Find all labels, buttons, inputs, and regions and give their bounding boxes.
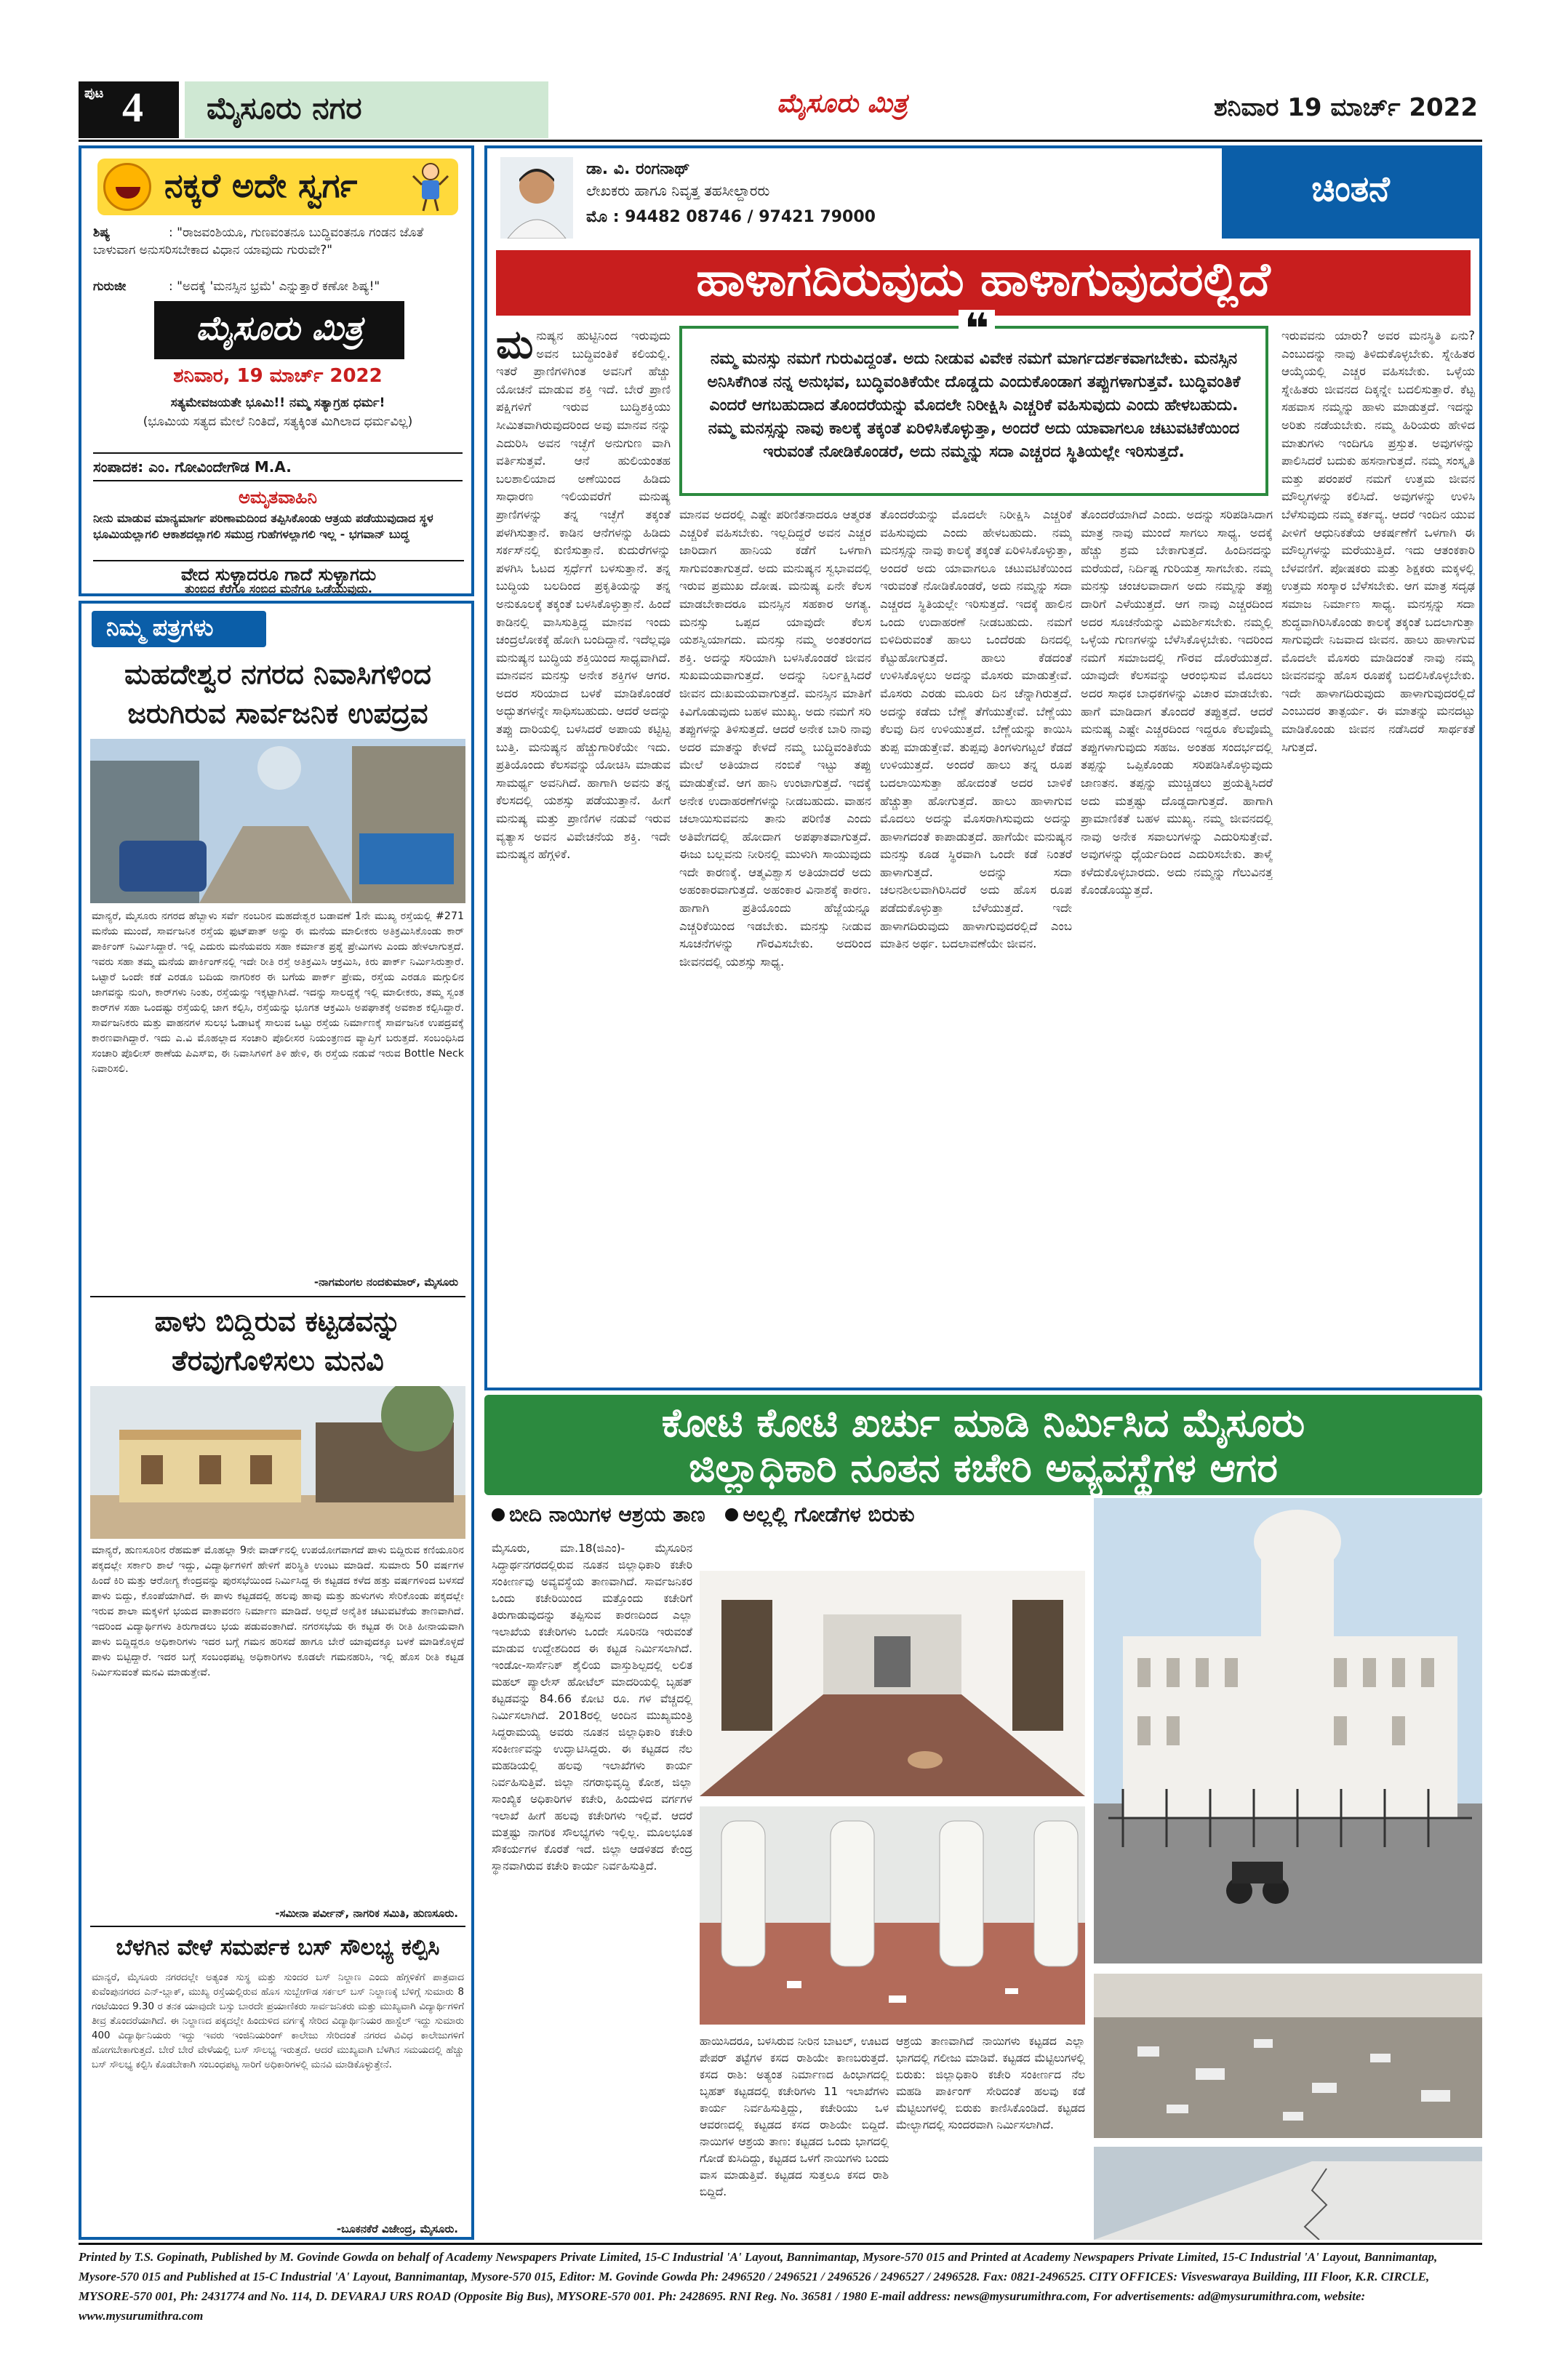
littered-verandah-photo: [700, 1806, 1085, 2025]
drop-cap: ಮ: [496, 327, 534, 367]
joke-line-guru: [93, 278, 464, 295]
page-number: 4: [122, 84, 143, 131]
article-column-4: ತೊಂದರೆಯಾಗಿದೆ ಎಂದು. ಅದನ್ನು ಸರಿಪಡಿಸಿದಾಗ ಮಾತ್ರ ನಾವು ಮುಂದೆ ಸಾಗಲು ಸಾಧ್ಯ. ಅದಕ್ಕೆ ಹೆಚ್ಚು ಶ್ರಮ ಬೇಕಾಗುತ್ತದೆ. ಹಿಂದಿನದನ್ನು ಮರೆಯದೆ, ನಿರ್ದಿಷ್ಟ ಗುರಿಯತ್ತ ಸಾಗಬೇಕು. ನಮ್ಮ ಮನಸ್ಸು ಚಂಚಲವಾದಾಗ ಅದು ನಮ್ಮನ್ನು ತಪ್ಪು ದಾರಿಗೆ ಎಳೆಯುತ್ತದೆ. ಆಗ ನಾವು ಎಚ್ಚರದಿಂದ ಅದರ ಸೂಚನೆಯನ್ನು ವಿಮರ್ಶಿಸಬೇಕು. ನಮ್ಮಲ್ಲಿ ಒಳ್ಳೆಯ ಗುಣಗಳನ್ನು ಬೆಳೆಸಿಕೊಳ್ಳಬೇಕು. ಇದರಿಂದ ನಮಗೆ ಸಮಾಜದಲ್ಲಿ ಗೌರವ ದೊರೆಯುತ್ತದೆ. ಯಾವುದೇ ಕೆಲಸವನ್ನು ಆರಂಭಿಸುವ ಮೊದಲು ಅದರ ಸಾಧಕ ಬಾಧಕಗಳನ್ನು ವಿಚಾರ ಮಾಡಬೇಕು. ಹಾಗೆ ಮಾಡಿದಾಗ ತೊಂದರೆ ತಪ್ಪುತ್ತದೆ. ಆದರೆ ಮನುಷ್ಯ ಎಷ್ಟೇ ಎಚ್ಚರದಿಂದ ಇದ್ದರೂ ಕೆಲವೊಮ್ಮೆ ತಪ್ಪುಗಳಾಗುವುದು ಸಹಜ. ಅಂತಹ ಸಂದರ್ಭದಲ್ಲಿ ತಪ್ಪನ್ನು ಒಪ್ಪಿಕೊಂಡು ಸರಿಪಡಿಸಿಕೊಳ್ಳುವುದು ಜಾಣತನ. ತಪ್ಪನ್ನು ಮುಚ್ಚಿಡಲು ಪ್ರಯತ್ನಿಸಿದರೆ ಅದು ಮತ್ತಷ್ಟು ದೊಡ್ಡದಾಗುತ್ತದೆ. ಹಾಗಾಗಿ ಪ್ರಾಮಾಣಿಕತೆ ಬಹಳ ಮುಖ್ಯ. ನಮ್ಮ ಜೀವನದಲ್ಲಿ ನಾವು ಅನೇಕ ಸವಾಲುಗಳನ್ನು ಎದುರಿಸುತ್ತೇವೆ. ಅವುಗಳನ್ನು ಧೈರ್ಯದಿಂದ ಎದುರಿಸಬೇಕು. ತಾಳ್ಮೆ ಕಳೆದುಕೊಳ್ಳಬಾರದು. ಅದು ನಮ್ಮನ್ನು ಗೆಲುವಿನತ್ತ ಕೊಂಡೊಯ್ಯುತ್ತದೆ.: [1081, 508, 1273, 897]
newspaper-logo: ಮೈಸೂರು ಮಿತ್ರ: [777, 89, 908, 119]
article-column-2: ಮಾನವ ಅದರಲ್ಲಿ ಎಷ್ಟೇ ಪರಿಣಿತನಾದರೂ ಆತ್ಮರತ ಎಚ್ಚರಿಕೆ ವಹಿಸಬೇಕು. ಇಲ್ಲದಿದ್ದರೆ ಅವನ ಎಚ್ಚರ ಜಾರಿದಾಗ ಹಾನಿಯ ಕಡೆಗೆ ಒಳಗಾಗಿ ಸಾಗುವಂತಾಗುತ್ತದೆ. ಅದು ಮನುಷ್ಯನ ಸ್ವಭಾವದಲ್ಲಿ ಇರುವ ಪ್ರಮುಖ ದೋಷ. ಮನುಷ್ಯ ಏನೇ ಕೆಲಸ ಮಾಡಬೇಕಾದರೂ ಮನಸ್ಸಿನ ಸಹಕಾರ ಅಗತ್ಯ. ಮನಸ್ಸು ಒಪ್ಪದ ಯಾವುದೇ ಕೆಲಸ ಯಶಸ್ವಿಯಾಗದು. ಮನಸ್ಸು ನಮ್ಮ ಅಂತರಂಗದ ಶಕ್ತಿ. ಅದನ್ನು ಸರಿಯಾಗಿ ಬಳಸಿಕೊಂಡರೆ ಜೀವನ ಸುಖಮಯವಾಗುತ್ತದೆ. ಅದನ್ನು ನಿರ್ಲಕ್ಷಿಸಿದರೆ ಜೀವನ ದುಃಖಮಯವಾಗುತ್ತದೆ. ಮನಸ್ಸಿನ ಮಾತಿಗೆ ಕಿವಿಗೊಡುವುದು ಬಹಳ ಮುಖ್ಯ. ಅದು ನಮಗೆ ಸರಿ ತಪ್ಪುಗಳನ್ನು ತಿಳಿಸುತ್ತದೆ. ಆದರೆ ಅನೇಕ ಬಾರಿ ನಾವು ಅದರ ಮಾತನ್ನು ಕೇಳದೆ ನಮ್ಮ ಬುದ್ಧಿವಂತಿಕೆಯ ಮೇಲೆ ಅತಿಯಾದ ನಂಬಿಕೆ ಇಟ್ಟು ತಪ್ಪು ಮಾಡುತ್ತೇವೆ. ಆಗ ಹಾನಿ ಉಂಟಾಗುತ್ತದೆ. ಇದಕ್ಕೆ ಅನೇಕ ಉದಾಹರಣೆಗಳನ್ನು ನೀಡಬಹುದು. ವಾಹನ ಚಲಾಯಿಸುವವನು ತಾನು ಪರಿಣಿತ ಎಂದು ಅತಿವೇಗದಲ್ಲಿ ಹೋದಾಗ ಅಪಘಾತವಾಗುತ್ತದೆ. ಈಜು ಬಲ್ಲವನು ನೀರಿನಲ್ಲಿ ಮುಳುಗಿ ಸಾಯುವುದು ಇದೇ ಕಾರಣಕ್ಕೆ. ಆತ್ಮವಿಶ್ವಾಸ ಅತಿಯಾದರೆ ಅದು ಅಹಂಕಾರವಾಗುತ್ತದೆ. ಅಹಂಕಾರ ವಿನಾಶಕ್ಕೆ ಕಾರಣ. ಹಾಗಾಗಿ ಪ್ರತಿಯೊಂದು ಹೆಜ್ಜೆಯನ್ನೂ ಎಚ್ಚರಿಕೆಯಿಂದ ಇಡಬೇಕು. ಮನಸ್ಸು ನೀಡುವ ಸೂಚನೆಗಳನ್ನು ಗೌರವಿಸಬೇಕು. ಅದರಿಂದ ಜೀವನದಲ್ಲಿ ಯಶಸ್ಸು ಸಾಧ್ಯ.: [679, 508, 871, 969]
article-column-3: ತೊಂದರೆಯನ್ನು ಮೊದಲೇ ನಿರೀಕ್ಷಿಸಿ ಎಚ್ಚರಿಕೆ ವಹಿಸುವುದು ಎಂದು ಹೇಳಬಹುದು. ನಮ್ಮ ಮನಸ್ಸನ್ನು ನಾವು ಕಾಲಕ್ಕೆ ತಕ್ಕಂತೆ ಏರಿಳಿಸಿಕೊಳ್ಳುತ್ತಾ, ಅಂದರೆ ಅದು ಯಾವಾಗಲೂ ಚಟುವಟಿಕೆಯಿಂದ ಇರುವಂತೆ ನೋಡಿಕೊಂಡರೆ, ಅದು ನಮ್ಮನ್ನು ಸದಾ ಎಚ್ಚರದ ಸ್ಥಿತಿಯಲ್ಲೇ ಇರಿಸುತ್ತದೆ. ಇದಕ್ಕೆ ಹಾಲಿನ ಒಂದು ಉದಾಹರಣೆ ನೀಡಬಹುದು. ನಮಗೆ ಬಿಳಿದಿರುವಂತೆ ಹಾಲು ಒಂದೆರಡು ದಿನದಲ್ಲಿ ಕೆಟ್ಟುಹೋಗುತ್ತದೆ. ಹಾಲು ಕೆಡದಂತೆ ಉಳಿಸಿಕೊಳ್ಳಲು ಅದನ್ನು ಮೊಸರು ಮಾಡುತ್ತೇವೆ. ಮೊಸರು ಎರಡು ಮೂರು ದಿನ ಚೆನ್ನಾಗಿರುತ್ತದೆ. ಅದನ್ನು ಕಡೆದು ಬೆಣ್ಣೆ ತೆಗೆಯುತ್ತೇವೆ. ಬೆಣ್ಣೆಯು ಕೆಲವು ದಿನ ಉಳಿಯುತ್ತದೆ. ಬೆಣ್ಣೆಯನ್ನು ಕಾಯಿಸಿ ತುಪ್ಪ ಮಾಡುತ್ತೇವೆ. ತುಪ್ಪವು ತಿಂಗಳುಗಟ್ಟಲೆ ಕೆಡದೆ ಉಳಿಯುತ್ತದೆ. ಅಂದರೆ ಹಾಲು ತನ್ನ ರೂಪ ಬದಲಾಯಿಸುತ್ತಾ ಹೋದಂತೆ ಅದರ ಬಾಳಿಕೆ ಹೆಚ್ಚುತ್ತಾ ಹೋಗುತ್ತದೆ. ಹಾಲು ಹಾಳಾಗುವ ಮೊದಲು ಅದನ್ನು ಮೊಸರಾಗಿಸುವುದು ಅದನ್ನು ಹಾಳಾಗದಂತೆ ಕಾಪಾಡುತ್ತದೆ. ಹಾಗೆಯೇ ಮನುಷ್ಯನ ಮನಸ್ಸು ಕೂಡ ಸ್ಥಿರವಾಗಿ ಒಂದೇ ಕಡೆ ನಿಂತರೆ ಹಾಳಾಗುತ್ತದೆ. ಅದನ್ನು ಸದಾ ಚಲನಶೀಲವಾಗಿರಿಸಿದರೆ ಅದು ಹೊಸ ರೂಪ ಪಡೆದುಕೊಳ್ಳುತ್ತಾ ಬೆಳೆಯುತ್ತದೆ. ಇದೇ ಹಾಳಾಗದಿರುವುದು ಹಾಳಾಗುವುದರಲ್ಲಿದೆ ಎಂಬ ಮಾತಿನ ಅರ್ಥ. ಬದಲಾವಣೆಯೇ ಜೀವನ.: [880, 508, 1072, 951]
proverb-text: ತುಂಬಿದ ಕೆರೆಗೂ ಸಂಬಿದ ಮನೆಗೂ ಒಡೆಯುವುದು.: [185, 582, 372, 596]
letter-body: ಮಾನ್ಯರೆ, ಮೈಸೂರು ನಗರದ ಹೆಬ್ಬಾಳು ಸರ್ವೆ ನಂಬರಿನ ಮಹದೇಶ್ವರ ಬಡಾವಣೆ 1ನೇ ಮುಖ್ಯ ರಸ್ತೆಯಲ್ಲಿ #271 ಮನೆಯ ಮುಂದೆ, ಸಾರ್ವಜನಿಕ ರಸ್ತೆಯ ಫುಟ್‌ಪಾತ್ ಅನ್ನು ಈ ಮನೆಯ ಮಾಲೀಕರು ಅತಿಕ್ರಮಿಸಿಕೊಂಡು ಕಾರ್ ಪಾರ್ಕಿಂಗ್ ನಿರ್ಮಿಸಿದ್ದಾರೆ. ಇಲ್ಲಿ ಎದುರು ಮನೆಯವರು ಸಹಾ ಕರ್ಮಾತ ಪ್ರಶ್ನೆ ಪ್ರೇಮಿಗಳು ಎಂದು ಹೇಳಲಾಗುತ್ತದೆ. ಇವರು ಸಹಾ ತಮ್ಮ ಮನೆಯ ಪಾರ್ಕಿಂಗ್‌ನಲ್ಲಿ ಇದೇ ರೀತಿ ರಸ್ತೆ ಅತಿಕ್ರಮಿಸಿ ಆಕ್ರಮಿಸಿ, ಕಿರು ಪಾರ್ಕ್ ನಿರ್ಮಿಸಿರುತ್ತಾರೆ. ಒಟ್ಟಾರೆ ಒಂದೇ ಕಡೆ ಎರಡೂ ಬದಿಯ ನಾಗರಿಕರ ಈ ಬಗೆಯ ಪಾರ್ಕ್ ಪ್ರೇಮ, ರಸ್ತೆಯ ಎರಡೂ ಮಗ್ಗುಲಿನ ಜಾಗವನ್ನು ನುಂಗಿ, ಕಾರ್‌ಗಳು ನಿಂತು, ರಸ್ತೆಯನ್ನು ಇಕ್ಕಟ್ಟಾಗಿಸಿದೆ. ಇದನ್ನು ಸಾಲದ್ದಕ್ಕೆ ಇಲ್ಲಿ ಮಾಲೀಕರು, ತಮ್ಮ ಸ್ವಂತ ಕಾರ್‌ಗಳ ಸಹಾ ಒಂದಷ್ಟು ರಸ್ತೆಯಲ್ಲಿ ಜಾಗ ಕಲ್ಪಿಸಿ, ರಸ್ತೆಯನ್ನು ಭೂಗತ ಆಕ್ರಮಿಸಿ ಅಪಘಾತಕ್ಕೆ ಅವಕಾಶ ಕಲ್ಪಿಸಿದ್ದಾರೆ. ಸಾರ್ವಜನಿಕರು ಮತ್ತು ವಾಹನಗಳ ಸುಲಭ ಓಡಾಟಕ್ಕೆ ಸಾಲುವ ಒಟ್ಟು ರಸ್ತೆಯ ನಿರ್ಮಾಣಕ್ಕೆ ಸಾರ್ವಜನಿಕ ಉಪದ್ರವಕ್ಕೆ ಕಾರಣವಾಗಿದ್ದಾರೆ. ಇದು ಎ.ವಿ ಮೊಹಲ್ಲಾದ ಸಂಚಾರಿ ಪೊಲೀಸರ ನಿಯಂತ್ರಣದ ವ್ಯಾಪ್ತಿಗೆ ಬರುತ್ತದೆ. ಸಂಬಂಧಿಸಿದ ಸಂಚಾರಿ ಪೊಲೀಸ್ ಠಾಣೆಯ ಪಿಎಸ್ಐ, ಈ ನಿವಾಸಿಗಳಿಗೆ ತಿಳಿ ಹೇಳಿ, ಈ ರಸ್ತೆಯ ನಡುವೆ ಇರುವ Bottle Neck ನಿವಾರಿಸಲಿ.: [92, 910, 464, 1075]
cartoon-figure-icon: [410, 161, 451, 212]
article-column-5: ಇರುವವನು ಯಾರು? ಅವರ ಮನಸ್ಥಿತಿ ಏನು? ಎಂಬುದನ್ನು ನಾವು ತಿಳಿದುಕೊಳ್ಳಬೇಕು. ಸ್ನೇಹಿತರ ಆಯ್ಕೆಯಲ್ಲಿ ಎಚ್ಚರ ವಹಿಸಬೇಕು. ಒಳ್ಳೆಯ ಸ್ನೇಹಿತರು ಜೀವನದ ದಿಕ್ಕನ್ನೇ ಬದಲಿಸುತ್ತಾರೆ. ಕೆಟ್ಟ ಸಹವಾಸ ನಮ್ಮನ್ನು ಹಾಳು ಮಾಡುತ್ತದೆ. ಇದನ್ನು ಅರಿತು ನಡೆಯಬೇಕು. ನಮ್ಮ ಹಿರಿಯರು ಹೇಳಿದ ಮಾತುಗಳು ಇಂದಿಗೂ ಪ್ರಸ್ತುತ. ಅವುಗಳನ್ನು ಪಾಲಿಸಿದರೆ ಬದುಕು ಹಸನಾಗುತ್ತದೆ. ನಮ್ಮ ಸಂಸ್ಕೃತಿ ಮತ್ತು ಪರಂಪರೆ ನಮಗೆ ಉತ್ತಮ ಜೀವನ ಮೌಲ್ಯಗಳನ್ನು ಕಲಿಸಿದೆ. ಅವುಗಳನ್ನು ಉಳಿಸಿ ಬೆಳೆಸುವುದು ನಮ್ಮ ಕರ್ತವ್ಯ. ಆದರೆ ಇಂದಿನ ಯುವ ಪೀಳಿಗೆ ಆಧುನಿಕತೆಯ ಆಕರ್ಷಣೆಗೆ ಒಳಗಾಗಿ ಈ ಮೌಲ್ಯಗಳನ್ನು ಮರೆಯುತ್ತಿದೆ. ಇದು ಆತಂಕಕಾರಿ ಬೆಳವಣಿಗೆ. ಪೋಷಕರು ಮತ್ತು ಶಿಕ್ಷಕರು ಮಕ್ಕಳಲ್ಲಿ ಉತ್ತಮ ಸಂಸ್ಕಾರ ಬೆಳೆಸಬೇಕು. ಆಗ ಮಾತ್ರ ಸದೃಢ ಸಮಾಜ ನಿರ್ಮಾಣ ಸಾಧ್ಯ. ಮನಸ್ಸನ್ನು ಸದಾ ಶುದ್ಧವಾಗಿರಿಸಿಕೊಂಡು ಕಾಲಕ್ಕೆ ತಕ್ಕಂತೆ ಬದಲಾಗುತ್ತಾ ಸಾಗುವುದೇ ನಿಜವಾದ ಜೀವನ. ಹಾಲು ಹಾಳಾಗುವ ಮೊದಲೇ ಮೊಸರು ಮಾಡಿದಂತೆ ನಾವು ನಮ್ಮ ಜೀವನವನ್ನು ಹೊಸ ರೂಪಕ್ಕೆ ಬದಲಿಸಿಕೊಳ್ಳಬೇಕು. ಇದೇ ಹಾಳಾಗದಿರುವುದು ಹಾಳಾಗುವುದರಲ್ಲಿದೆ ಎಂಬುದರ ತಾತ್ಪರ್ಯ. ಈ ಮಾತನ್ನು ಮನದಟ್ಟು ಮಾಡಿಕೊಂಡು ಜೀವನ ನಡೆಸಿದರೆ ಸಾರ್ಥಕತೆ ಸಿಗುತ್ತದೆ.: [1281, 329, 1475, 754]
letter-signature: -ಸಮೀನಾ ಪರ್ವೀನ್, ನಾಗರಿಕ ಸಮಿತಿ, ಹುಣಸೂರು.: [275, 1907, 458, 1920]
bullet-icon: [725, 1508, 738, 1521]
feature-column-3: ಆಶ್ರಯ ತಾಣವಾಗಿದೆ ನಾಯಿಗಳು ಕಟ್ಟಡದ ಎಲ್ಲಾ ಭಾಗದಲ್ಲಿ ಗಲೀಜು ಮಾಡಿವೆ. ಕಟ್ಟಡದ ಮೆಟ್ಟಿಲುಗಳಲ್ಲಿ ಬಿರುಕು: ಜಿಲ್ಲಾಧಿಕಾರಿ ಕಚೇರಿ ಸಂಕೀರ್ಣದ ನೆಲ ಮಹಡಿ ಪಾರ್ಕಿಂಗ್ ಸೇರಿದಂತೆ ಹಲವು ಕಡೆ ಮೆಟ್ಟಿಲುಗಳಲ್ಲಿ ಬಿರುಕು ಕಾಣಿಸಿಕೊಂಡಿದೆ. ಕಟ್ಟಡದ ಮೇಲ್ಭಾಗದಲ್ಲಿ ಸುಂದರವಾಗಿ ನಿರ್ಮಿಸಲಾಗಿದೆ.: [896, 2035, 1085, 2131]
amritavahini-quote: ನೀನು ಮಾಡುವ ಮಾನ್ಯಮಾರ್ಗ ಪರಿಣಾಮದಿಂದ ತಪ್ಪಿಸಿಕೊಂಡು ಆತ್ರಯ ಪಡೆಯುವುದಾದ ಸ್ಥಳ ಭೂಮಿಯಲ್ಲಾಗಲಿ ಆಕಾಶದಲ್ಲಾಗಲಿ ಸಮುದ್ರ ಗುಹೆಗಳಲ್ಲಾಗಲಿ ಇಲ್ಲ - ಭಗವಾನ್ ಬುದ್ಧ: [93, 511, 433, 541]
feature-headline-banner: [484, 1395, 1482, 1495]
article-headline: ಹಾಳಾಗದಿರುವುದು ಹಾಳಾಗುವುದರಲ್ಲಿದೆ: [496, 250, 1471, 316]
header-divider: [79, 140, 1482, 142]
card-newspaper-logo: ಮೈಸೂರು ಮಿತ್ರ: [154, 301, 404, 359]
joke-banner: [97, 159, 458, 215]
letter-title: ಪಾಳು ಬಿದ್ದಿರುವ ಕಟ್ಟಡವನ್ನು ತೆರವುಗೊಳಿಸಲು ಮನವಿ: [154, 1305, 401, 1377]
street-photo: [90, 739, 465, 903]
amritavahini-title: ಅಮೃತವಾಹಿನಿ: [239, 487, 317, 508]
page-label: ಪುಟ: [84, 86, 104, 101]
abandoned-building-photo: [90, 1386, 465, 1539]
feature-column-2: ಹಾಯಿಸಿದರೂ, ಬಳಸಿರುವ ನೀರಿನ ಬಾಟಲ್, ಊಟದ ಪೇಪರ್ ತಟ್ಟೆಗಳ ಕಸದ ರಾಶಿಯೇ ಕಾಣಬರುತ್ತದೆ. ಕಸದ ರಾಶಿ: ಅತ್ಯಂತ ನಿರ್ಮಾಣದ ಹಿಂಭಾಗದಲ್ಲಿ ಬೃಹತ್ ಕಟ್ಟಡದಲ್ಲಿ ಕಚೇರಿಗಳು 11 ಇಲಾಖೆಗಳು ಕಾರ್ಯ ನಿರ್ವಹಿಸುತ್ತಿದ್ದು, ಕಚೇರಿಯು ಒಳ ಆವರಣದಲ್ಲಿ ಕಟ್ಟಡದ ಕಸದ ರಾಶಿಯೇ ಬಿದ್ದಿದೆ. ನಾಯಿಗಳ ಆಶ್ರಯ ತಾಣ: ಕಟ್ಟಡದ ಒಂದು ಭಾಗದಲ್ಲಿ ಗೋಡೆ ಕುಸಿದಿದ್ದು, ಕಟ್ಟಡದ ಒಳಗೆ ನಾಯಿಗಳು ಬಂದು ವಾಸ ಮಾಡುತ್ತಿವೆ. ಕಟ್ಟಡದ ಸುತ್ತಲೂ ಕಸದ ರಾಶಿ ಬಿದ್ದಿದೆ.: [700, 2035, 889, 2198]
letter-title: ಮಹದೇಶ್ವರ ನಗರದ ನಿವಾಸಿಗಳಿಂದ ಜರುಗಿರುವ ಸಾರ್ವಜನಿಕ ಉಪದ್ರವ: [124, 658, 431, 729]
feature-headline-line-1: ಕೋಟಿ ಕೋಟಿ ಖರ್ಚು ಮಾಡಿ ನಿರ್ಮಿಸಿದ ಮೈಸೂರು: [661, 1400, 1305, 1446]
page-number-tag: [79, 81, 179, 138]
empty-corridor-photo: [700, 1571, 1085, 1796]
joke-speaker: ಶಿಷ್ಯ: [93, 225, 111, 240]
feature-headline-line-2: ಜಿಲ್ಲಾಧಿಕಾರಿ ನೂತನ ಕಚೇರಿ ಅವ್ಯವಸ್ಥೆಗಳ ಆಗರ: [689, 1445, 1278, 1491]
issue-date: ಶನಿವಾರ 19 ಮಾರ್ಚ್ 2022: [1214, 93, 1478, 122]
opinion-article: [484, 145, 1482, 1390]
letter-signature: -ಬೂಕನಕೆರೆ ವಿಜೇಂದ್ರ, ಮೈಸೂರು.: [336, 2222, 458, 2235]
pull-quote: [679, 304, 1268, 496]
garbage-heap-photo: [1094, 1974, 1482, 2138]
card-date: ಶನಿವಾರ, 19 ಮಾರ್ಚ್ 2022: [173, 365, 383, 387]
card-motto: ಸತ್ಯಮೇವಜಯತೇ ಭೂಮಿ!! ನಮ್ಮ ಸತ್ಯಾಗ್ರಹ ಧರ್ಮ!: [170, 396, 385, 410]
joke-banner-title: ನಕ್ಕರೆ ಅದೇ ಸ್ವರ್ಗ: [164, 166, 358, 205]
feature-subheads: [492, 1502, 1088, 1534]
cracked-wall-photo: [1094, 2147, 1482, 2240]
subhead-text: ಅಲ್ಲಲ್ಲಿ ಗೋಡೆಗಳ ಬಿರುಕು: [743, 1502, 915, 1526]
article-text: ನುಷ್ಯನ ಹುಟ್ಟಿನಿಂದ ಇರುವುದು ಅವನ ಬುದ್ಧಿವಂತಿಕೆ ಕಲಿಯಲ್ಲಿ. ಇತರೆ ಪ್ರಾಣಿಗಳಿಗಿಂತ ಅವನಿಗೆ ಹೆಚ್ಚು ಯೋಚನೆ ಮಾಡುವ ಶಕ್ತಿ ಇದೆ. ಬೇರೆ ಪ್ರಾಣಿ ಪಕ್ಷಿಗಳಿಗೆ ಇರುವ ಬುದ್ಧಿಶಕ್ತಿಯು ಸೀಮಿತವಾಗಿರುವುದರಿಂದ ಅವು ಮಾನವ ನನ್ನು ಎದುರಿಸಿ ಅವನ ಇಚ್ಛೆಗೆ ಅನುಗುಣ ವಾಗಿ ವರ್ತಿಸುತ್ತವೆ. ಆನೆ ಹುಲಿಯಂತಹ ಬಲಶಾಲಿಯಾದ ಅಣೆಯಿಂದ ಹಿಡಿದು ಸಾಧಾರಣ ಇಲಿಯವರೆಗೆ ಮನುಷ್ಯ ಪ್ರಾಣಿಗಳನ್ನು ತನ್ನ ಇಚ್ಛೆಗೆ ತಕ್ಕಂತೆ ಪಳಗಿಸುತ್ತಾನೆ. ಕಾಡಿನ ಆನೆಗಳನ್ನು ಹಿಡಿದು ಸರ್ಕಸ್‌ನಲ್ಲಿ ಕುಣಿಸುತ್ತಾನೆ. ಕುದುರೆಗಳನ್ನು ಪಳಗಿಸಿ ಓಟದ ಸ್ಪರ್ಧೆಗೆ ಬಳಸುತ್ತಾನೆ. ತನ್ನ ಬುದ್ಧಿಯ ಬಲದಿಂದ ಪ್ರಕೃತಿಯನ್ನು ತನ್ನ ಅನುಕೂಲಕ್ಕೆ ತಕ್ಕಂತೆ ಬಳಸಿಕೊಳ್ಳುತ್ತಾನೆ. ಹಿಂದೆ ಕಾಡಿನಲ್ಲಿ ವಾಸಿಸುತ್ತಿದ್ದ ಮಾನವ ಇಂದು ಚಂದ್ರಲೋಕಕ್ಕೆ ಹೋಗಿ ಬಂದಿದ್ದಾನೆ. ಇದೆಲ್ಲವೂ ಮನುಷ್ಯನ ಬುದ್ಧಿಯ ಶಕ್ತಿಯಿಂದ ಸಾಧ್ಯವಾಗಿದೆ. ಮಾನವನ ಮನಸ್ಸು ಅನೇಕ ಶಕ್ತಿಗಳ ಆಗರ. ಅದರ ಸರಿಯಾದ ಬಳಕೆ ಮಾಡಿಕೊಂಡರೆ ಅದ್ಭುತಗಳನ್ನೇ ಸಾಧಿಸಬಹುದು. ಆದರೆ ಅದನ್ನು ತಪ್ಪು ದಾರಿಯಲ್ಲಿ ಬಳಸಿದರೆ ಅಪಾಯ ಕಟ್ಟಿಟ್ಟ ಬುತ್ತಿ. ಮನುಷ್ಯನ ಹೆಚ್ಚುಗಾರಿಕೆಯೇ ಇದು. ಪ್ರತಿಯೊಂದು ಕೆಲಸವನ್ನು ಯೋಚಿಸಿ ಮಾಡುವ ಸಾಮರ್ಥ್ಯ ಅವನಿಗಿದೆ. ಹಾಗಾಗಿ ಅವನು ತನ್ನ ಕೆಲಸದಲ್ಲಿ ಯಶಸ್ಸು ಪಡೆಯುತ್ತಾನೆ. ಹೀಗೆ ಮನುಷ್ಯ ಮತ್ತು ಪ್ರಾಣಿಗಳ ನಡುವೆ ಇರುವ ವ್ಯತ್ಯಾಸ ಅವನ ವಿವೇಚನೆಯ ಶಕ್ತಿ. ಇದೇ ಮನುಷ್ಯನ ಹೆಗ್ಗಳಿಕೆ.: [496, 329, 671, 862]
letter-body: ಮಾನ್ಯರೆ, ಮೈಸೂರು ನಗರದಲ್ಲೇ ಅತ್ಯಂತ ಸುಸ್ಥ ಮತ್ತು ಸುಂದರ ಬಸ್ ನಿಲ್ದಾಣ ಎಂದು ಹೆಗ್ಗಳಿಕೆಗೆ ಪಾತ್ರವಾದ ಕುವೆಂಪುನಗರದ ಎನ್-ಬ್ಲಾಕ್, ಮುಖ್ಯ ರಸ್ತೆಯಲ್ಲಿರುವ ಹೊಸ ಸುಬ್ಬೇಗೌಡ ಸರ್ಕಲ್ ಬಸ್ ನಿಲ್ದಾಣಕ್ಕೆ ಬೆಳಿಗ್ಗೆ ಸುಮಾರು 8 ಗಂಟೆಯಿಂದ 9.30 ರ ತನಕ ಯಾವುದೇ ಬಸ್ಸು ಬಾರದೇ ಪ್ರಯಾಣಿಕರು ಸಾರ್ವಜನಿಕರು ಮತ್ತು ಮುಖ್ಯವಾಗಿ ವಿದ್ಯಾರ್ಥಿಗಳಿಗೆ ತೀವ್ರ ತೊಂದರೆಯಾಗಿದೆ. ಈ ನಿಲ್ದಾಣದ ಪಕ್ಕದಲ್ಲೇ ಹಿಂದುಳಿದ ವರ್ಗಕ್ಕೆ ಸೇರಿದ ವಿದ್ಯಾರ್ಥಿನಿಯರ ಹಾಸ್ಟೆಲ್ ಇದ್ದು ಸುಮಾರು 400 ವಿದ್ಯಾರ್ಥಿನಿಯರು ಇದ್ದು ಇವರು ಇಂಜಿನಿಯರಿಂಗ್ ಕಾಲೇಜು ಸೇರಿದಂತೆ ನಗರದ ವಿವಿಧ ಕಾಲೇಜುಗಳಿಗೆ ಹೋಗಬೇಕಾಗುತ್ತದೆ. ಬೇರೆ ಬೇರೆ ವೇಳೆಯಲ್ಲಿ ಬಸ್ ಸೌಲಭ್ಯ ಇರುತ್ತದೆ. ಆದರೆ ಮುಖ್ಯವಾಗಿ ಬೆಳಗಿನ ಸಮಯದಲ್ಲಿ ಹೆಚ್ಚು ಬಸ್ ಸೌಲಭ್ಯ ಕಲ್ಪಿಸಿ ಕೊಡಬೇಕಾಗಿ ಸಂಬಂಧಪಟ್ಟ ಸಾರಿಗೆ ಅಧಿಕಾರಿಗಳಲ್ಲಿ ಮನವಿ ಮಾಡಿಕೊಳ್ಳುತ್ತೇನೆ.: [92, 1972, 464, 2070]
masthead: [79, 81, 1482, 138]
laughing-face-icon: [103, 163, 151, 211]
bullet-icon: [492, 1508, 505, 1521]
feature-column-1: ಮೈಸೂರು, ಮಾ.18(ಜಿಎಂ)- ಮೈಸೂರಿನ ಸಿದ್ಧಾರ್ಥನಗರದಲ್ಲಿರುವ ನೂತನ ಜಿಲ್ಲಾಧಿಕಾರಿ ಕಚೇರಿ ಸಂಕೀರ್ಣವು ಅವ್ಯವಸ್ಥೆಯ ತಾಣವಾಗಿದೆ. ಸಾರ್ವಜನಿಕರ ಒಂದು ಕಚೇರಿಯಿಂದ ಮತ್ತೊಂದು ಕಚೇರಿಗೆ ತಿರುಗಾಡುವುದನ್ನು ತಪ್ಪಿಸುವ ಕಾರಣದಿಂದ ಎಲ್ಲಾ ಇಲಾಖೆಯ ಕಚೇರಿಗಳು ಒಂದೇ ಸೂರಿನಡಿ ಇರುವಂತೆ ಮಾಡುವ ಉದ್ದೇಶದಿಂದ ಈ ಕಟ್ಟಡ ನಿರ್ಮಿಸಲಾಗಿದೆ. ಇಂಡೋ-ಸಾರ್ಸೆನಿಕ್ ಶೈಲಿಯ ವಾಸ್ತುಶಿಲ್ಪದಲ್ಲಿ ಲಲಿತ ಮಹಲ್ ಪ್ಯಾಲೇಸ್ ಹೋಟೆಲ್ ಮಾದರಿಯಲ್ಲಿ ಬೃಹತ್ ಕಟ್ಟಡವನ್ನು 84.66 ಕೋಟಿ ರೂ. ಗಳ ವೆಚ್ಚದಲ್ಲಿ ನಿರ್ಮಿಸಲಾಗಿದೆ. 2018ರಲ್ಲಿ ಅಂದಿನ ಮುಖ್ಯಮಂತ್ರಿ ಸಿದ್ದರಾಮಯ್ಯ ಅವರು ನೂತನ ಜಿಲ್ಲಾಧಿಕಾರಿ ಕಚೇರಿ ಸಂಕೀರ್ಣವನ್ನು ಉದ್ಘಾಟಿಸಿದ್ದರು. ಈ ಕಟ್ಟಡದ ನೆಲ ಮಹಡಿಯಲ್ಲಿ ಹಲವು ಇಲಾಖೆಗಳು ಕಾರ್ಯ ನಿರ್ವಹಿಸುತ್ತಿವೆ. ಜಿಲ್ಲಾ ನಗರಾಭಿವೃದ್ಧಿ ಕೋಶ, ಜಿಲ್ಲಾ ಸಾಂಖ್ಯಿಕ ಅಧಿಕಾರಿಗಳ ಕಚೇರಿ, ಹಿಂದುಳಿದ ವರ್ಗಗಳ ಇಲಾಖೆ ಹೀಗೆ ಹಲವು ಕಚೇರಿಗಳು ಇಲ್ಲಿವೆ. ಆದರೆ ಮತ್ತಷ್ಟು ನಾಗರಿಕ ಸೌಲಭ್ಯಗಳು ಇಲ್ಲಿಲ್ಲ. ಮೂಲಭೂತ ಸೌಕರ್ಯಗಳ ಕೊರತೆ ಇದೆ. ಜಿಲ್ಲಾ ಆಡಳಿತದ ಕೇಂದ್ರ ಸ್ಥಾನವಾಗಿರುವ ಕಚೇರಿ ಕಾರ್ಯ ನಿರ್ವಹಿಸುತ್ತಿದೆ.: [492, 1542, 692, 1873]
editor-credit: ಸಂಪಾದಕ: ಎಂ. ಗೋವಿಂದೇಗೌಡ M.A.: [93, 452, 463, 481]
print-line-imprint: Printed by T.S. Gopinath, Published by M. Govinde Gowda on behalf of Academy Newspapers Private Limited, 15-C Industrial 'A' Layout, Bannimantap, Mysore-570 015 and Printed at Academy Newspapers Private Limited, 15-C Industrial 'A' Layout, Bannimantap, Mysore-570 015 and Published at 15-C Industrial 'A' Layout, Bannimantap, Mysore-570 015, Editor: M. Govinde Gowda Ph: 2496520 / 2496521 / 2496526 / 2496527 / 2496528. Fax: 0821-2496525. CITY OFFICES: Visveswaraya Building, III Floor, K.R. CIRCLE, MYSORE-570 001, Ph: 2431774 and No. 114, D. DEVARAJ URS ROAD (Opposite Big Bus), MYSORE-570 001. Ph: 2428695. RNI Reg. No. 36581 / 1980 E-mail address: news@mysurumithra.com, For advertisements: ad@mysurumithra.com, website: www.mysurumithra.com: [79, 2250, 1438, 2323]
letter-divider: [90, 1296, 465, 1297]
section-title: ಮೈಸೂರು ನಗರ: [185, 81, 548, 138]
letters-column: [79, 601, 474, 2240]
joke-box: [79, 145, 474, 596]
author-role: ಲೇಖಕರು ಹಾಗೂ ನಿವೃತ್ತ ತಹಸೀಲ್ದಾರರು: [586, 182, 770, 199]
letter-body: ಮಾನ್ಯರೆ, ಹುಣಸೂರಿನ ರೆಹಮತ್ ಮೊಹಲ್ಲಾ 9ನೇ ವಾರ್ಡ್‌ನಲ್ಲಿ ಉಪಯೋಗವಾಗದೆ ಪಾಳು ಬಿದ್ದಿರುವ ಕಣಿಯೂರಿನ ಪಕ್ಕದಲ್ಲೇ ಸರ್ಕಾರಿ ಶಾಲೆ ಇದ್ದು, ವಿದ್ಯಾರ್ಥಿಗಳಿಗೆ ಹೇಳಿಗೆ ಪರಿಸ್ಥಿತಿ ಉಂಟು ಮಾಡಿದೆ. ಸುಮಾರು 50 ವರ್ಷಗಳ ಹಿಂದೆ ಕಿರಿ ಮತ್ತು ಆರೋಗ್ಯ ಕೇಂದ್ರವನ್ನು ಪುರಸಭೆಯಿಂದ ನಿರ್ಮಿಸಿದ್ದ ಈ ಕಟ್ಟಡದ ಕಳೆದ ಹತ್ತು ವರ್ಷಗಳಿಂದ ಬಳಸದೆ ಪಾಳು ಬಿದ್ದು, ಕೊಂಪೆಯಾಗಿದೆ. ಈ ಪಾಳು ಕಟ್ಟಡದಲ್ಲಿ ಹಲವು ಹಾವು ಮತ್ತು ಹುಳುಗಳು ಸೇರಿಕೊಂಡು ಪಕ್ಕದಲ್ಲೇ ಇರುವ ಶಾಲಾ ಮಕ್ಕಳಿಗೆ ಭಯದ ವಾತಾವರಣ ನಿರ್ಮಾಣ ಮಾಡಿದೆ. ಅಲ್ಲದೆ ಅನೈತಿಕ ಚಟುವಟಿಕೆಯ ತಾಣವಾಗಿದೆ. ಇದರಿಂದ ವಿದ್ಯಾರ್ಥಿಗಳು ತಿರುಗಾಡಲು ಭಯ ಪಡುವಂತಾಗಿದೆ. ನಗರಸಭೆಯ ಈ ಕಟ್ಟಡ ಈ ರೀತಿ ಹೀನಾಯವಾಗಿ ಪಾಳು ಬಿದ್ದಿದ್ದರೂ ಅಧಿಕಾರಿಗಳು ಇದರ ಬಗ್ಗೆ ಗಮನ ಹರಿಸದೆ ಹಾಗೂ ಬೇರೆ ಯಾವುದಕ್ಕೂ ಬಳಕೆ ಮಾಡಿಕೊಳ್ಳದೆ ಪಾಳು ಬಿಟ್ಟಿದ್ದಾರೆ. ಇದರ ಬಗ್ಗೆ ಸಂಬಂಧಪಟ್ಟ ಅಧಿಕಾರಿಗಳು ಕೂಡಲೇ ಗಮನಹರಿಸಿ, ಇಲ್ಲಿ ಹೊಸ ರೀತಿ ಕಟ್ಟಡ ನಿರ್ಮಿಸುವಂತೆ ಮನವಿ ಮಾಡುತ್ತೇವೆ.: [92, 1545, 464, 1678]
proverb-title: ವೇದ ಸುಳ್ಳಾದರೂ ಗಾದೆ ಸುಳ್ಳಾಗದು: [93, 560, 464, 585]
subhead-text: ಬೀದಿ ನಾಯಿಗಳ ಆಶ್ರಯ ತಾಣ: [509, 1502, 705, 1526]
article-column-1: [496, 327, 671, 1382]
joke-speaker: ಗುರುಜೀ: [93, 279, 127, 294]
letter-divider: [90, 1926, 465, 1927]
letter-signature: -ನಾಗಮಂಗಲ ನಂದಕುಮಾರ್, ಮೈಸೂರು: [313, 1276, 458, 1289]
subhead-wall-cracks: [725, 1502, 914, 1526]
card-motto-note: (ಭೂಮಿಯ ಸತ್ಯದ ಮೇಲೆ ನಿಂತಿದೆ, ಸತ್ಯಕ್ಕಿಂತ ಮಿಗಿಲಾದ ಧರ್ಮವಿಲ್ಲ): [143, 415, 413, 429]
column-name-badge: ಚಿಂತನೆ: [1222, 148, 1479, 239]
joke-text: : "ರಾಜವಂಶಿಯೂ, ಗುಣವಂತನೂ ಬುದ್ಧಿವಂತನೂ ಗಂಡನ ಜೊತೆ ಬಾಳುವಾಗ ಅನುಸರಿಸಬೇಕಾದ ವಿಧಾನ ಯಾವುದು ಗುರುವೇ?": [93, 225, 424, 257]
joke-text: : "ಅದಕ್ಕೆ 'ಮನಸ್ಸಿನ ಭ್ರಮೆ' ಎನ್ನುತ್ತಾರೆ ಕಣೋ ಶಿಷ್ಯ!": [169, 279, 380, 294]
quote-mark-icon: ❝: [959, 310, 995, 348]
dc-office-building-photo: [1094, 1498, 1482, 1963]
imprint-divider: [79, 2243, 1482, 2245]
author-photo: [500, 157, 573, 239]
joke-line-disciple: [93, 224, 464, 259]
letters-heading: ನಿಮ್ಮ ಪತ್ರಗಳು: [92, 611, 266, 647]
pull-quote-text: ನಮ್ಮ ಮನಸ್ಸು ನಮಗೆ ಗುರುವಿದ್ದಂತೆ. ಅದು ನೀಡುವ ವಿವೇಕ ನಮಗೆ ಮಾರ್ಗದರ್ಶಕವಾಗಬೇಕು. ಮನಸ್ಸಿನ ಅನಿಸಿಕೆಗಿಂತ ನನ್ನ ಅನುಭವ, ಬುದ್ಧಿವಂತಿಕೆಯೇ ದೊಡ್ಡದು ಎಂದುಕೊಂಡಾಗ ತಪ್ಪುಗಳಾಗುತ್ತವೆ. ಬುದ್ಧಿವಂತಿಕೆ ಎಂದರೆ ಆಗಬಹುದಾದ ತೊಂದರೆಯನ್ನು ಮೊದಲೇ ನಿರೀಕ್ಷಿಸಿ ಎಚ್ಚರಿಕೆ ವಹಿಸುವುದು ಎಂದು ಹೇಳಬಹುದು. ನಮ್ಮ ಮನಸ್ಸನ್ನು ನಾವು ಕಾಲಕ್ಕೆ ತಕ್ಕಂತೆ ಏರಿಳಿಸಿಕೊಳ್ಳುತ್ತಾ, ಅಂದರೆ ಅದು ಯಾವಾಗಲೂ ಚಟುವಟಿಕೆಯಿಂದ ಇರುವಂತೆ ನೋಡಿಕೊಂಡರೆ, ಅದು ನಮ್ಮನ್ನು ಸದಾ ಎಚ್ಚರದ ಸ್ಥಿತಿಯಲ್ಲೇ ಇರಿಸುತ್ತದೆ.: [707, 350, 1241, 461]
author-name: ಡಾ. ವಿ. ರಂಗನಾಥ್: [586, 160, 690, 178]
letter-title: ಬೆಳಗಿನ ವೇಳೆ ಸಮರ್ಪಕ ಬಸ್ ಸೌಲಭ್ಯ ಕಲ್ಪಿಸಿ: [116, 1934, 440, 1961]
subhead-stray-dogs: [492, 1502, 705, 1526]
author-phone: ಮೊ : 94482 08746 / 97421 79000: [586, 208, 876, 226]
